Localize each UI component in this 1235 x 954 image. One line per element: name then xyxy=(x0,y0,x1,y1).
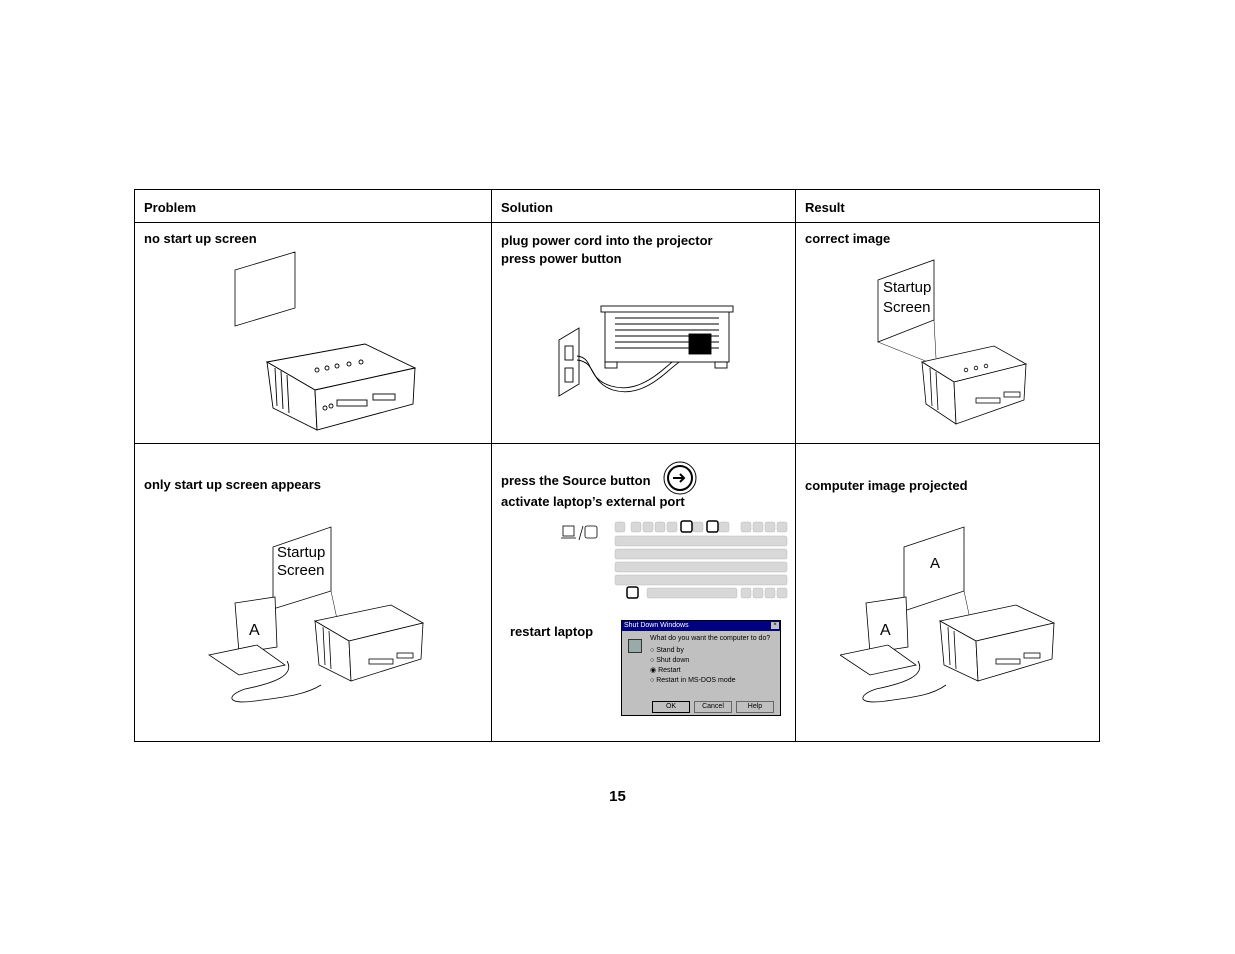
screen-text-line2: Screen xyxy=(883,299,931,316)
screen-text-line2: Screen xyxy=(277,562,325,579)
laptop-screen-letter: A xyxy=(249,622,260,639)
projector-back-icon xyxy=(601,306,733,368)
row1-solution-line2: press power button xyxy=(501,251,622,266)
display-key-highlight xyxy=(707,521,718,532)
header-result: Result xyxy=(805,200,845,215)
blank-screen-projector-illustration xyxy=(225,250,425,440)
startup-screen-projection-illustration xyxy=(870,258,1070,433)
row1-result-text: correct image xyxy=(805,231,891,246)
ok-button[interactable]: OK xyxy=(652,701,690,713)
header-solution: Solution xyxy=(501,200,553,215)
column-divider xyxy=(795,190,796,741)
blank-screen-icon xyxy=(235,252,295,326)
row-divider xyxy=(135,443,1099,444)
row2-solution-line2: activate laptop’s external port xyxy=(501,494,685,509)
fn-key-bottom-highlight xyxy=(627,587,638,598)
dialog-title-bar xyxy=(622,621,780,631)
row2-solution-line1: press the Source button xyxy=(501,473,651,488)
shut-down-windows-dialog xyxy=(621,620,781,716)
row2-result-text: computer image projected xyxy=(805,478,968,493)
dialog-options xyxy=(650,646,736,686)
dialog-question: What do you want the computer to do? xyxy=(650,635,771,642)
projector-icon xyxy=(267,344,415,430)
row2-solution-line3: restart laptop xyxy=(510,624,594,639)
laptop-base-icon xyxy=(209,645,285,675)
laptop-projector-startup-illustration xyxy=(205,525,425,705)
laptop-monitor-key-icon xyxy=(561,524,601,544)
source-button-icon xyxy=(662,460,698,496)
laptop-base-icon xyxy=(840,645,916,675)
header-problem: Problem xyxy=(144,200,197,215)
option-shut-down[interactable]: ○ Shut down xyxy=(650,657,690,664)
option-restart-ms-dos[interactable]: ○ Restart in MS-DOS mode xyxy=(650,677,736,684)
header-divider xyxy=(135,222,1099,223)
troubleshooting-table xyxy=(134,189,1100,742)
dialog-title: Shut Down Windows xyxy=(624,622,689,629)
power-cord-illustration xyxy=(555,300,785,410)
screen-text-line1: Startup xyxy=(277,544,326,561)
screen-letter: A xyxy=(930,555,941,572)
cancel-button[interactable]: Cancel xyxy=(694,701,732,713)
option-stand-by[interactable]: ○ Stand by xyxy=(650,647,684,654)
option-restart[interactable]: ◉ Restart xyxy=(650,667,681,674)
help-button[interactable]: Help xyxy=(736,701,774,713)
fn-key-highlight xyxy=(681,521,692,532)
computer-image-projection-illustration xyxy=(840,525,1060,705)
row1-solution-line1: plug power cord into the projector xyxy=(501,233,713,248)
wall-outlet-icon xyxy=(559,328,579,396)
row1-problem-text: no start up screen xyxy=(144,231,257,246)
page-number: 15 xyxy=(609,788,626,805)
laptop-screen-letter: A xyxy=(880,622,891,639)
column-divider xyxy=(491,190,492,741)
computer-icon xyxy=(628,639,642,653)
close-icon[interactable]: × xyxy=(771,622,779,629)
screen-text-line1: Startup xyxy=(883,279,932,296)
laptop-keyboard-illustration xyxy=(613,520,793,600)
row2-problem-text: only start up screen appears xyxy=(144,477,322,492)
